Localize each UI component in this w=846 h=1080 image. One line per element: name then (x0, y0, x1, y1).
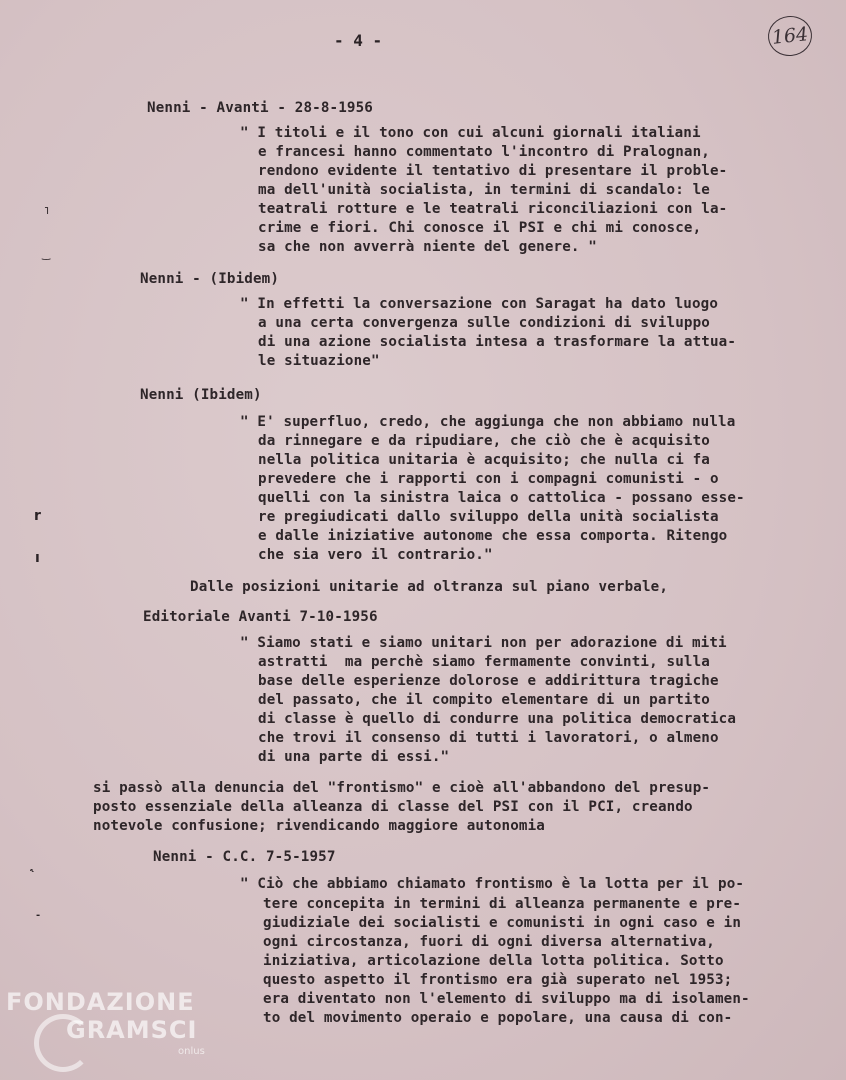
quote-line: a una certa convergenza sulle condizioni di sviluppo (258, 315, 710, 331)
narrative-line: posto essenziale della alleanza di classe del PSI con il PCI, creando (93, 799, 693, 815)
quote-line: prevedere che i rapporti con i compagni comunisti - o (258, 471, 719, 487)
quote-line: astratti ma perchè siamo fermamente convinti, sulla (258, 654, 710, 670)
quote-line: " I titoli e il tono con cui alcuni giornali italiani (240, 125, 701, 141)
quote-line: nella politica unitaria è acquisito; che nulla ci fa (258, 452, 710, 468)
quote-line: del passato, che il compito elementare di un partito (258, 692, 710, 708)
margin-mark: r (34, 508, 41, 524)
fondazione-gramsci-watermark (6, 988, 216, 1068)
margin-mark: ˞ (30, 866, 34, 877)
quote-line: questo aspetto il frontismo era già superato nel 1953; (263, 972, 733, 988)
quote-line: di una parte di essi." (258, 749, 450, 765)
quote-line: " Ciò che abbiamo chiamato frontismo è la lotta per il po- (240, 876, 745, 892)
margin-mark: ‐ (36, 910, 41, 921)
watermark-line1: FONDAZIONE (6, 988, 195, 1016)
quote-line: ma dell'unità socialista, in termini di scandalo: le (258, 182, 710, 198)
margin-mark: ‿ (42, 250, 51, 261)
margin-mark: ˥ (44, 206, 49, 217)
quote-line: crime e fiori. Chi conosce il PSI e chi mi conosce, (258, 220, 702, 236)
quote-line: " In effetti la conversazione con Saragat ha dato luogo (240, 296, 719, 312)
page-number: - 4 - (334, 31, 383, 50)
quote-line: sa che non avverrà niente del genere. " (258, 239, 597, 255)
quote-line: teatrali rotture e le teatrali riconciliazioni con la- (258, 201, 728, 217)
citation-heading: Nenni (Ibidem) (140, 387, 262, 403)
quote-line: da rinnegare e da ripudiare, che ciò che è acquisito (258, 433, 710, 449)
citation-heading: Editoriale Avanti 7-10-1956 (143, 609, 378, 625)
watermark-line2: GRAMSCI (66, 1016, 198, 1044)
citation-heading: Nenni - C.C. 7-5-1957 (153, 849, 336, 865)
citation-heading: Nenni - (Ibidem) (140, 271, 280, 287)
margin-mark: ı (35, 550, 40, 566)
quote-line: rendono evidente il tentativo di presentare il proble- (258, 163, 728, 179)
quote-line: iniziativa, articolazione della lotta politica. Sotto (263, 953, 724, 969)
quote-line: di una azione socialista intesa a trasformare la attua- (258, 334, 737, 350)
quote-line: to del movimento operaio e popolare, una causa di con- (263, 1010, 733, 1026)
citation-heading: Nenni - Avanti - 28-8-1956 (147, 100, 373, 116)
quote-line: era diventato non l'elemento di sviluppo ma di isolamen- (263, 991, 750, 1007)
archive-stamp: 164 (766, 14, 814, 58)
quote-line: le situazione" (258, 353, 380, 369)
quote-line: di classe è quello di condurre una politica democratica (258, 711, 737, 727)
quote-line: giudiziale dei socialisti e comunisti in ogni caso e in (263, 915, 742, 931)
quote-line: che trovi il consenso di tutti i lavoratori, o almeno (258, 730, 719, 746)
narrative-line: Dalle posizioni unitarie ad oltranza sul piano verbale, (190, 579, 669, 595)
quote-line: e dalle iniziative autonome che essa comporta. Ritengo (258, 528, 728, 544)
watermark-line3: onlus (178, 1046, 205, 1057)
quote-line: re pregiudicati dallo sviluppo della unità socialista (258, 509, 719, 525)
quote-line: e francesi hanno commentato l'incontro di Pralognan, (258, 144, 710, 160)
quote-line: tere concepita in termini di alleanza permanente e pre- (263, 896, 742, 912)
quote-line: ogni circostanza, fuori di ogni diversa alternativa, (263, 934, 715, 950)
quote-line: quelli con la sinistra laica o cattolica - possano esse- (258, 490, 745, 506)
narrative-line: notevole confusione; rivendicando maggiore autonomia (93, 818, 545, 834)
quote-line: " E' superfluo, credo, che aggiunga che non abbiamo nulla (240, 414, 736, 430)
narrative-line: si passò alla denuncia del "frontismo" e cioè all'abbandono del presup- (93, 780, 711, 796)
quote-line: base delle esperienze dolorose e addirittura tragiche (258, 673, 719, 689)
quote-line: " Siamo stati e siamo unitari non per adorazione di miti (240, 635, 727, 651)
quote-line: che sia vero il contrario." (258, 547, 493, 563)
